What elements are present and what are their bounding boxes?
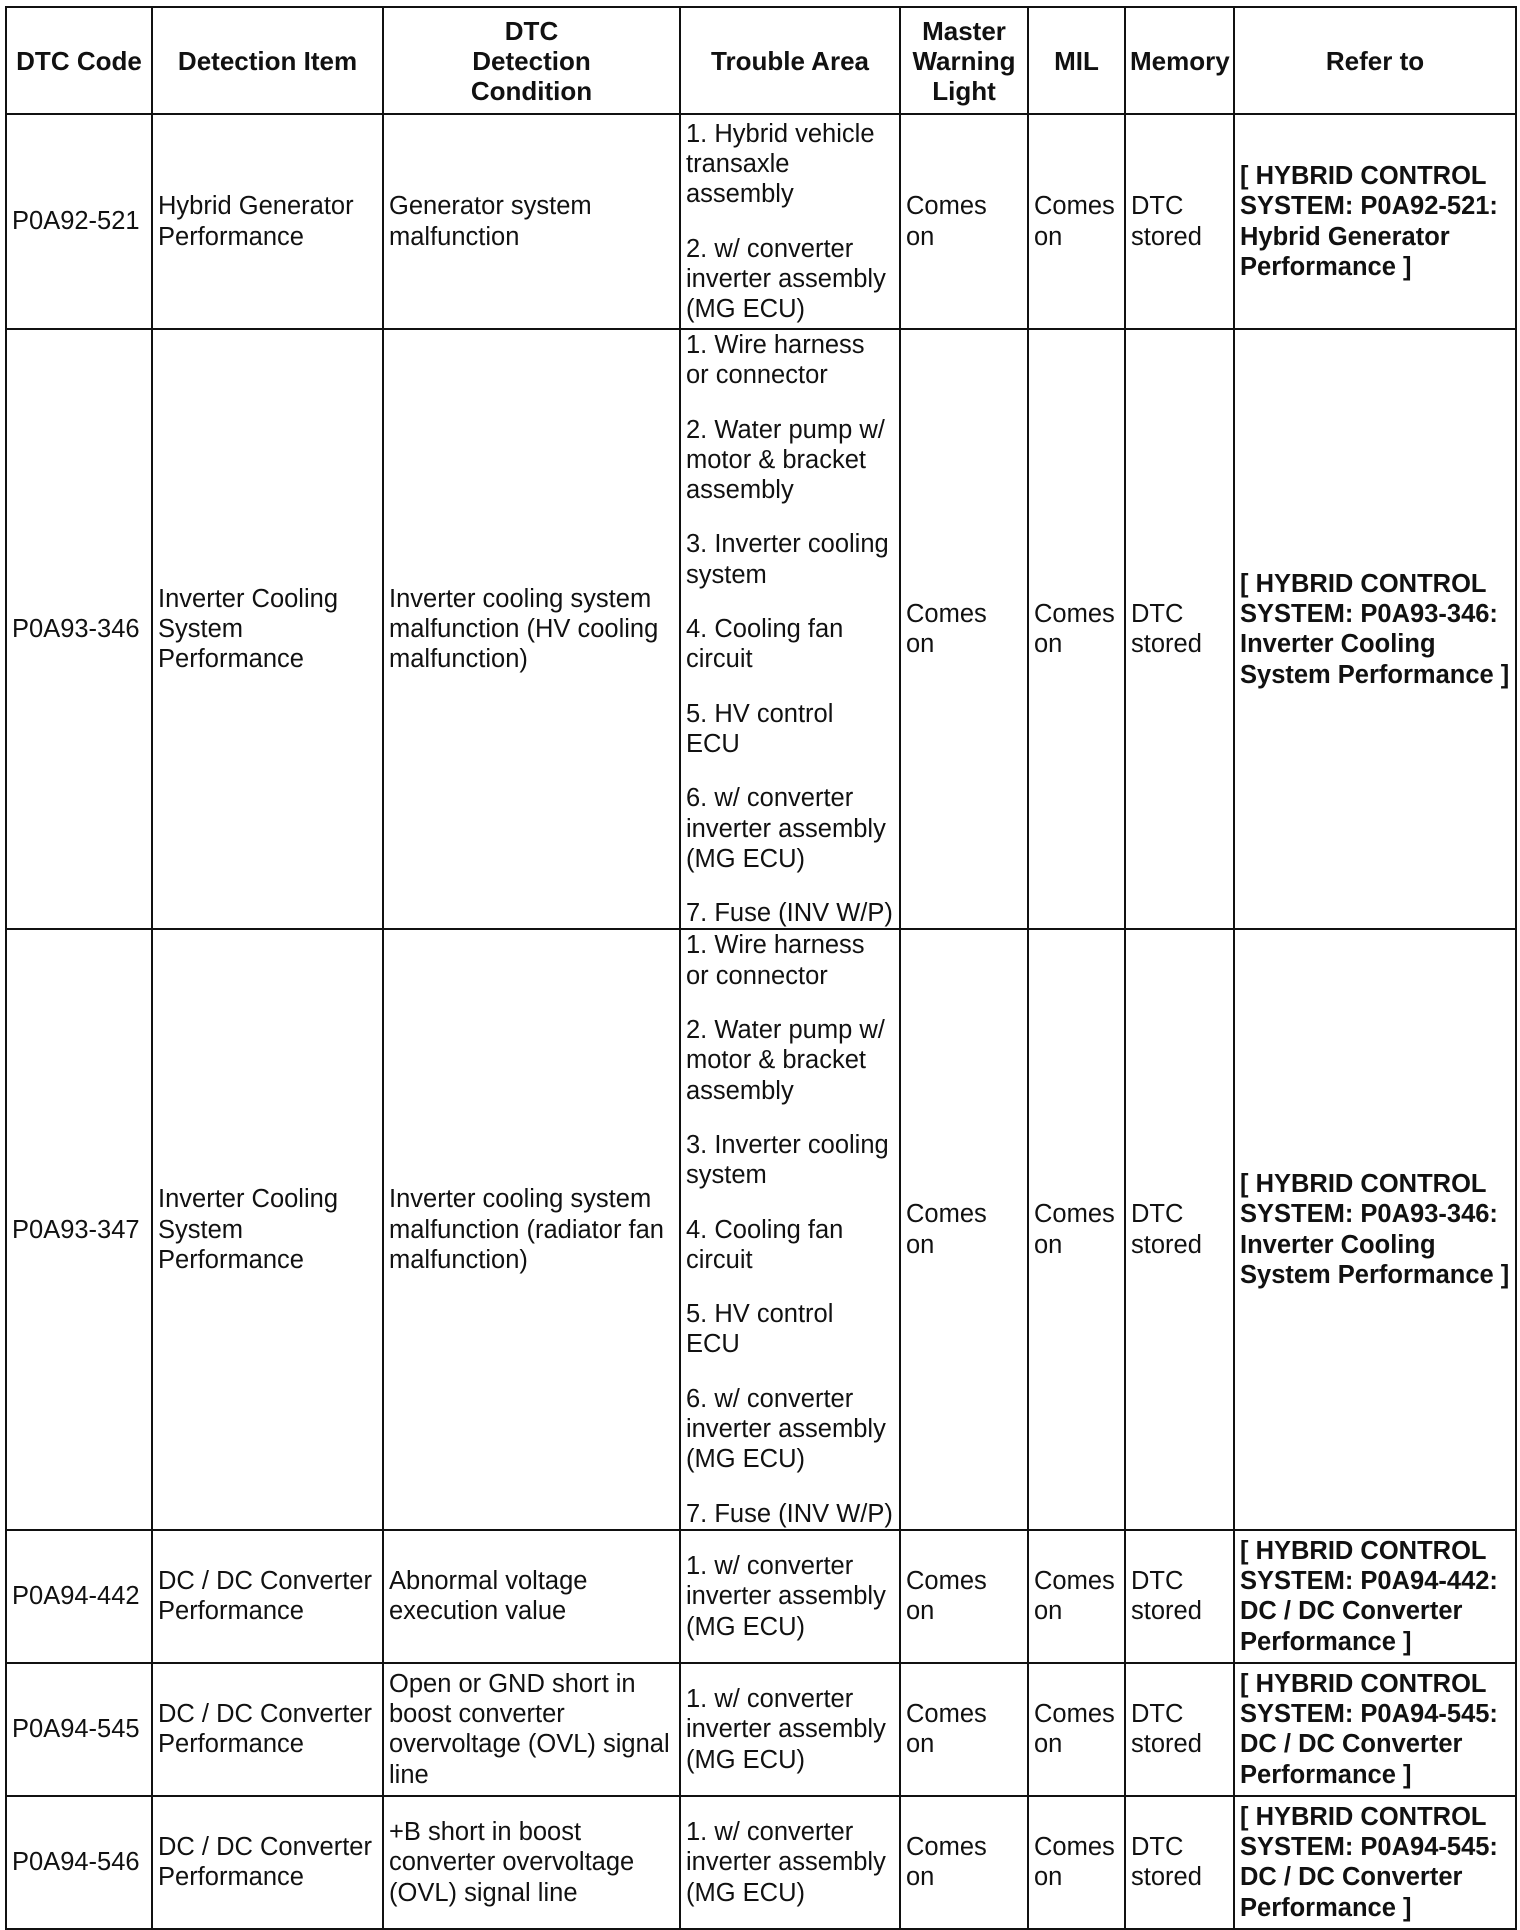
dtc-code-cell: P0A94-545	[6, 1663, 152, 1796]
refer-to-cell: [ HYBRID CONTROL SYSTEM: P0A93-346: Inverter Cooling System Performance ]	[1234, 329, 1516, 929]
mil-cell: Comes on	[1028, 1530, 1125, 1663]
trouble-area-item: 1. Hybrid vehicle transaxle assembly	[686, 119, 875, 209]
master-warning-light-cell: Comes on	[900, 114, 1028, 329]
trouble-area-item: 6. w/ converter inverter assembly (MG ECU)	[686, 1384, 886, 1474]
trouble-area-item: 2. Water pump w/ motor & bracket assembly	[686, 1016, 885, 1105]
dtc-table	[5, 6, 1517, 1930]
trouble-area-cell	[680, 1663, 900, 1796]
trouble-area-item: 2. Water pump w/ motor & bracket assembly	[686, 415, 885, 505]
master-warning-light-cell: Comes on	[900, 1796, 1028, 1929]
trouble-area-item: 1. w/ converter inverter assembly (MG ECU)	[686, 1551, 886, 1641]
refer-to-cell: [ HYBRID CONTROL SYSTEM: P0A94-545: DC / DC Converter Performance ]	[1234, 1796, 1516, 1929]
mil-cell: Comes on	[1028, 1796, 1125, 1929]
memory-cell: DTC stored	[1125, 114, 1234, 329]
master-warning-light-cell: Comes on	[900, 1663, 1028, 1796]
table-row	[6, 929, 1516, 1529]
dtc-code-cell: P0A94-546	[6, 1796, 152, 1929]
table-row	[6, 1530, 1516, 1663]
trouble-area-cell	[680, 929, 900, 1529]
table-row	[6, 114, 1516, 329]
trouble-area-item: 1. w/ converter inverter assembly (MG ECU)	[686, 1817, 886, 1907]
header-detection-item: Detection Item	[152, 7, 383, 114]
mil-cell: Comes on	[1028, 114, 1125, 329]
dtc-code-cell: P0A93-346	[6, 329, 152, 929]
master-warning-light-cell: Comes on	[900, 1530, 1028, 1663]
trouble-area-item: 5. HV control ECU	[686, 699, 834, 758]
dtc-table-body	[6, 114, 1516, 1929]
trouble-area-cell	[680, 1530, 900, 1663]
header-trouble-area: Trouble Area	[680, 7, 900, 114]
trouble-area-item: 7. Fuse (INV W/P)	[686, 1499, 893, 1528]
header-refer-to: Refer to	[1234, 7, 1516, 114]
dtc-code-cell: P0A94-442	[6, 1530, 152, 1663]
detection-item-cell: DC / DC Converter Performance	[152, 1530, 383, 1663]
detection-condition-cell: +B short in boost converter overvoltage (OVL) signal line	[383, 1796, 680, 1929]
dtc-code-cell: P0A92-521	[6, 114, 152, 329]
memory-cell: DTC stored	[1125, 329, 1234, 929]
detection-condition-cell: Abnormal voltage execution value	[383, 1530, 680, 1663]
trouble-area-item: 4. Cooling fan circuit	[686, 1215, 844, 1274]
memory-cell: DTC stored	[1125, 1663, 1234, 1796]
mil-cell: Comes on	[1028, 929, 1125, 1529]
trouble-area-item: 3. Inverter cooling system	[686, 1130, 889, 1190]
trouble-area-item: 4. Cooling fan circuit	[686, 615, 844, 674]
detection-item-cell: Inverter Cooling System Performance	[152, 929, 383, 1529]
table-row	[6, 1796, 1516, 1929]
trouble-area-item: 7. Fuse (INV W/P)	[686, 899, 893, 928]
trouble-area-item: 1. Wire harness or connector	[686, 931, 865, 990]
detection-condition-cell: Inverter cooling system malfunction (HV cooling malfunction)	[383, 329, 680, 929]
trouble-area-cell	[680, 329, 900, 929]
refer-to-cell: [ HYBRID CONTROL SYSTEM: P0A94-545: DC / DC Converter Performance ]	[1234, 1663, 1516, 1796]
trouble-area-item: 6. w/ converter inverter assembly (MG ECU)	[686, 784, 886, 873]
header-mil: MIL	[1028, 7, 1125, 114]
detection-condition-cell: Generator system malfunction	[383, 114, 680, 329]
refer-to-cell: [ HYBRID CONTROL SYSTEM: P0A93-346: Inverter Cooling System Performance ]	[1234, 929, 1516, 1529]
trouble-area-cell	[680, 114, 900, 329]
trouble-area-cell	[680, 1796, 900, 1929]
header-dtc-code: DTC Code	[6, 7, 152, 114]
header-memory: Memory	[1125, 7, 1234, 114]
detection-item-cell: DC / DC Converter Performance	[152, 1796, 383, 1929]
master-warning-light-cell: Comes on	[900, 929, 1028, 1529]
master-warning-light-cell: Comes on	[900, 329, 1028, 929]
memory-cell: DTC stored	[1125, 929, 1234, 1529]
detection-condition-cell: Open or GND short in boost converter overvoltage (OVL) signal line	[383, 1663, 680, 1796]
memory-cell: DTC stored	[1125, 1796, 1234, 1929]
mil-cell: Comes on	[1028, 329, 1125, 929]
trouble-area-item: 2. w/ converter inverter assembly (MG ECU)	[686, 234, 886, 324]
header-detection-condition: DTC Detection Condition	[383, 7, 680, 114]
refer-to-cell: [ HYBRID CONTROL SYSTEM: P0A92-521: Hybrid Generator Performance ]	[1234, 114, 1516, 329]
trouble-area-item: 1. Wire harness or connector	[686, 331, 865, 390]
header-master-warning-light: Master Warning Light	[900, 7, 1028, 114]
memory-cell: DTC stored	[1125, 1530, 1234, 1663]
trouble-area-item: 3. Inverter cooling system	[686, 530, 889, 589]
refer-to-cell: [ HYBRID CONTROL SYSTEM: P0A94-442: DC / DC Converter Performance ]	[1234, 1530, 1516, 1663]
detection-item-cell: Hybrid Generator Performance	[152, 114, 383, 329]
detection-condition-cell: Inverter cooling system malfunction (radiator fan malfunction)	[383, 929, 680, 1529]
dtc-code-cell: P0A93-347	[6, 929, 152, 1529]
detection-item-cell: DC / DC Converter Performance	[152, 1663, 383, 1796]
trouble-area-item: 5. HV control ECU	[686, 1300, 834, 1359]
table-row	[6, 329, 1516, 929]
detection-item-cell: Inverter Cooling System Performance	[152, 329, 383, 929]
mil-cell: Comes on	[1028, 1663, 1125, 1796]
trouble-area-item: 1. w/ converter inverter assembly (MG ECU)	[686, 1684, 886, 1774]
table-row	[6, 1663, 1516, 1796]
header-row	[6, 7, 1516, 114]
